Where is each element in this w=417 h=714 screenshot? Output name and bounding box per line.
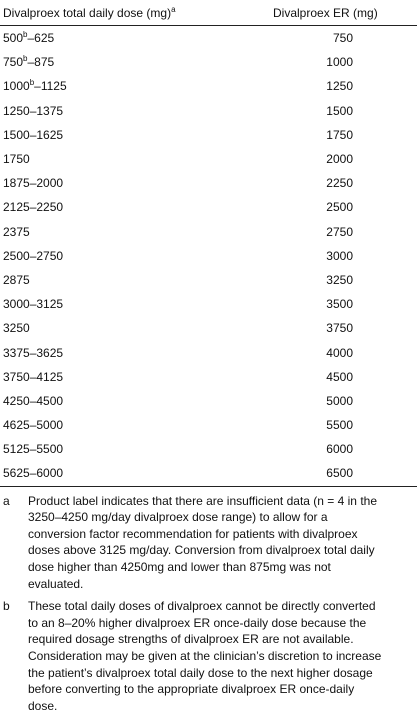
- total-daily-dose-cell: [0, 147, 271, 171]
- dose-value: 4625–5000: [3, 418, 64, 433]
- footnote-a: [0, 493, 417, 593]
- dose-value: 5625–6000: [3, 466, 64, 481]
- dose-value: 2375: [3, 224, 30, 239]
- dose-value: 1875–2000: [3, 176, 64, 191]
- dose-value: 1000: [3, 79, 30, 94]
- total-daily-dose-cell: [0, 220, 271, 244]
- table-row: [0, 50, 417, 74]
- dose-range-end: –1125: [34, 79, 67, 94]
- dose-value: 4250–4500: [3, 393, 64, 408]
- dose-value: 500: [3, 31, 24, 46]
- total-daily-dose-cell: [0, 413, 271, 437]
- dose-value: 1250–1375: [3, 103, 64, 118]
- dose-footnote-ref: b: [23, 30, 28, 40]
- er-dose-cell: 5500: [326, 418, 353, 433]
- er-dose-cell: 6000: [326, 442, 353, 457]
- table-header: [0, 0, 417, 26]
- dose-value: 2500–2750: [3, 248, 64, 263]
- header-col1-footnote-ref: a: [171, 4, 176, 14]
- total-daily-dose-cell: [0, 437, 271, 461]
- table-row: [0, 123, 417, 147]
- er-dose-cell: 1000: [326, 55, 353, 70]
- table-row: [0, 461, 417, 486]
- er-dose-cell: 4500: [326, 369, 353, 384]
- table-row: [0, 389, 417, 413]
- er-dose-cell: 2000: [326, 152, 353, 167]
- dose-value: 3000–3125: [3, 297, 64, 312]
- header-row: [0, 0, 417, 26]
- table-row: [0, 74, 417, 98]
- dose-footnote-ref: b: [29, 78, 35, 88]
- total-daily-dose-cell: [0, 244, 271, 268]
- total-daily-dose-cell: [0, 292, 271, 316]
- total-daily-dose-cell: [0, 74, 271, 98]
- header-total-daily-dose: [0, 0, 271, 26]
- total-daily-dose-cell: [0, 195, 271, 219]
- total-daily-dose-cell: [0, 365, 271, 389]
- footnotes: [0, 493, 417, 714]
- dose-value: 2875: [3, 272, 30, 287]
- total-daily-dose-cell: [0, 389, 271, 413]
- total-daily-dose-cell: [0, 26, 271, 51]
- table-row: [0, 244, 417, 268]
- table-row: [0, 220, 417, 244]
- dose-footnote-ref: b: [23, 54, 28, 64]
- dose-range-end: –875: [27, 55, 55, 70]
- table-row: [0, 365, 417, 389]
- er-dose-cell: 3750: [326, 321, 353, 336]
- total-daily-dose-cell: [0, 50, 271, 74]
- er-dose-cell: 6500: [271, 461, 417, 486]
- table-row: [0, 195, 417, 219]
- dose-value: 1750: [3, 152, 30, 167]
- table-row: [0, 292, 417, 316]
- er-dose-cell: 2500: [326, 200, 353, 215]
- er-dose-cell: 1500: [326, 103, 353, 118]
- total-daily-dose-cell: [0, 316, 271, 340]
- total-daily-dose-cell: [0, 171, 271, 195]
- er-dose-cell: 5000: [326, 393, 353, 408]
- dose-value: 1500–1625: [3, 127, 64, 142]
- footnote-mark: a: [3, 493, 10, 508]
- table-row: [0, 268, 417, 292]
- footnote-text: These total daily doses of divalproex cannot be directly converted to an 8–20% higher divalproex ER once-daily dose because the required dosage strengths of divalproex ER are not available. Consideration may be given at the clinician’s discretion to increase the patient’s divalproex total daily dose to the next higher dosage before converting to the appropriate divalproex ER once-daily dose.: [28, 599, 382, 713]
- dose-value: 750: [3, 55, 24, 70]
- dose-value: 5125–5500: [3, 442, 64, 457]
- er-dose-cell: 3500: [326, 297, 353, 312]
- table-row: [0, 26, 417, 51]
- er-dose-cell: 2250: [326, 176, 353, 191]
- table-row: [0, 99, 417, 123]
- table-row: [0, 171, 417, 195]
- total-daily-dose-cell: [0, 99, 271, 123]
- table-row: [0, 147, 417, 171]
- table-row: [0, 340, 417, 364]
- total-daily-dose-cell: [0, 268, 271, 292]
- footnote-text: Product label indicates that there are insufficient data (n = 4 in the 3250–4250 mg/day divalproex dose range) to allow for a conversion factor recommendation for patients with divalproex doses above 3125 mg/day. Conversion from divalproex total daily dose higher than 4250mg and lower than 875mg was not evaluated.: [28, 493, 377, 591]
- er-dose-cell: 2750: [326, 224, 353, 239]
- dose-value: 3250: [3, 321, 30, 336]
- footnote-b: [0, 598, 417, 714]
- table-row: [0, 413, 417, 437]
- total-daily-dose-cell: [0, 123, 271, 147]
- dose-range-end: –625: [27, 31, 55, 46]
- table-body: [0, 26, 417, 487]
- footnote-mark: b: [3, 599, 10, 614]
- er-dose-cell: 750: [332, 31, 353, 46]
- er-dose-cell: 3250: [326, 272, 353, 287]
- header-col1-text: Divalproex total daily dose (mg): [3, 5, 172, 20]
- total-daily-dose-cell: [0, 461, 271, 486]
- total-daily-dose-cell: [0, 340, 271, 364]
- er-dose-cell: 1250: [326, 79, 353, 94]
- dose-value: 3375–3625: [3, 345, 64, 360]
- table-row: [0, 316, 417, 340]
- header-er-dose: Divalproex ER (mg): [271, 0, 417, 26]
- table-row: [0, 437, 417, 461]
- er-dose-cell: 1750: [326, 127, 353, 142]
- er-dose-cell: 3000: [326, 248, 353, 263]
- er-dose-cell: 4000: [326, 345, 353, 360]
- dose-value: 3750–4125: [3, 369, 64, 384]
- dose-value: 2125–2250: [3, 200, 64, 215]
